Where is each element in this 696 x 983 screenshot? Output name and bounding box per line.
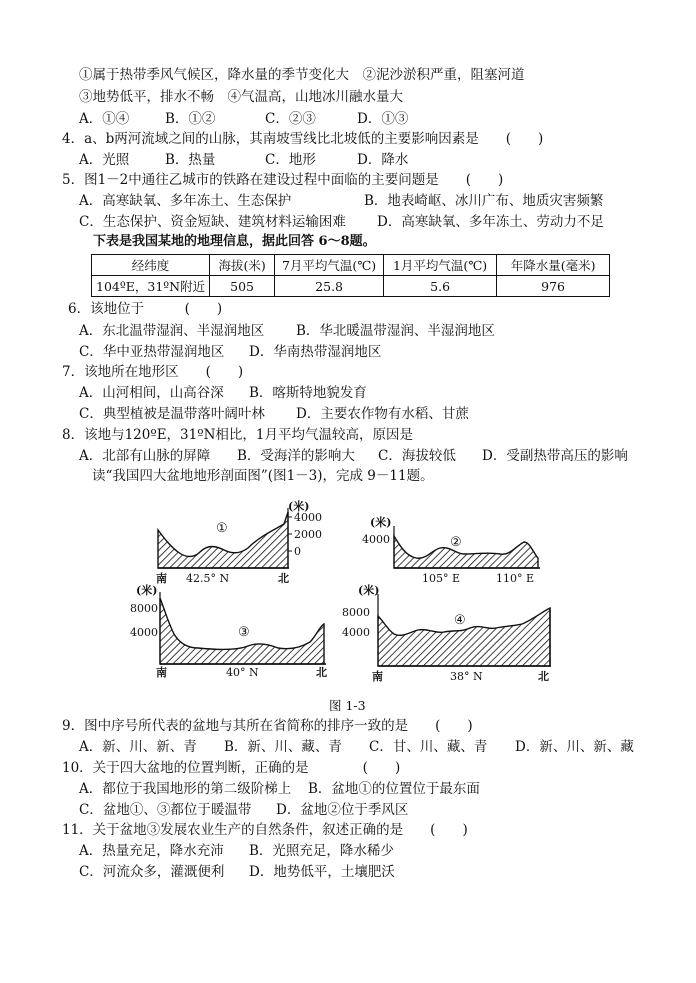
q9-option-b: B．新、川、藏、青 (224, 739, 342, 755)
profile-4-north: 北 (538, 670, 549, 683)
basin-profile-2 (360, 512, 560, 586)
q10-option-a: A．都位于我国地形的第二级阶梯上 (79, 781, 292, 797)
q10-option-d: D．盆地②位于季风区 (276, 802, 409, 818)
profile-1-unit: (米) (288, 500, 310, 513)
q11-stem: 11．关于盆地③发展农业生产的自然条件，叙述正确的是 ( ) (62, 822, 468, 838)
q8-option-a: A．北部有山脉的屏障 (79, 448, 211, 464)
profile-1-tick: 2000 (294, 528, 322, 541)
profile-1-lat: 42.5° N (186, 572, 230, 585)
profile-2-terrain (394, 536, 538, 568)
q9-option-a: A．新、川、新、青 (79, 739, 197, 755)
q3-option-d: D．①③ (357, 111, 409, 127)
q8-stem: 8．该地与120ºE，31ºN相比，1月平均气温较高，原因是 (62, 427, 413, 443)
profile-4-tick: 8000 (342, 606, 370, 619)
table-header-row (92, 255, 610, 276)
profile-1-north: 北 (278, 572, 289, 585)
q6-option-d: D．华南热带湿润地区 (249, 344, 382, 360)
basin-profile-4 (340, 586, 560, 686)
q11-option-b: B．光照充足，降水稀少 (249, 843, 394, 859)
q5-option-d: D．高寒缺氧、多年冻土、劳动力不足 (377, 214, 604, 230)
profile-4-tick: 4000 (342, 626, 370, 639)
profile-3-north: 北 (316, 666, 327, 679)
profile-2-tick: 4000 (362, 533, 390, 546)
table-header-cell: 经纬度 (92, 255, 210, 276)
table-cell: 5.6 (384, 276, 497, 297)
q5-option-b: B．地表崎岖、冰川广布、地质灾害频繁 (364, 193, 604, 209)
q4-option-c: C．地形 (265, 152, 316, 168)
q8-option-b: B．受海洋的影响大 (237, 448, 355, 464)
q4-stem: 4．a、b两河流域之间的山脉，其南坡雪线比北坡低的主要影响因素是 ( ) (62, 131, 544, 147)
profile-2-lon-left: 105° E (422, 572, 461, 585)
table-header-cell: 7月平均气温(℃) (275, 255, 384, 276)
table-row (92, 276, 610, 297)
profile-2-number: ② (450, 535, 462, 550)
q3-statement-1-2: ①属于热带季风气候区，降水量的季节变化大 ②泥沙淤积严重，阻塞河道 (79, 67, 525, 83)
table-intro: 下表是我国某地的地理信息，据此回答 6～8题。 (93, 234, 376, 249)
profile-3-unit: (米) (136, 584, 158, 597)
q10-stem: 10．关于四大盆地的位置判断，正确的是 ( ) (62, 760, 401, 776)
profile-3-south: 南 (156, 666, 167, 679)
profile-3-lat: 40° N (226, 666, 259, 679)
profile-2-lon-right: 110° E (496, 572, 535, 585)
profile-1-south: 南 (156, 572, 167, 585)
table-header-cell: 海拔(米) (210, 255, 275, 276)
q6-option-c: C．华中亚热带湿润地区 (79, 344, 225, 360)
q7-option-c: C．典型植被是温带落叶阔叶林 (79, 406, 265, 422)
table-cell: 104ºE，31ºN附近 (92, 276, 210, 297)
q9-option-c: C．甘、川、藏、青 (369, 739, 488, 755)
q8-option-c: C．海拔较低 (378, 448, 456, 464)
profile-3-tick: 8000 (130, 602, 158, 615)
geo-info-table (91, 254, 610, 297)
q3-option-a: A．①④ (79, 111, 130, 127)
profile-4-lat: 38° N (450, 670, 483, 683)
q3-option-b: B．①② (165, 111, 216, 127)
table-cell: 976 (497, 276, 610, 297)
q11-option-a: A．热量充足，降水充沛 (79, 843, 224, 859)
figure-intro: 读“我国四大盆地地形剖面图”(图1－3)，完成 9－11题。 (92, 468, 434, 484)
table-header-cell: 1月平均气温(℃) (384, 255, 497, 276)
basin-profile-1 (150, 502, 330, 588)
q11-option-c: C．河流众多，灌溉便利 (79, 864, 225, 880)
profile-1-tick: 0 (294, 545, 301, 558)
profile-1-number: ① (216, 521, 228, 536)
q10-option-b: B．盆地①的位置位于最东面 (308, 781, 480, 797)
q7-option-d: D．主要农作物有水稻、甘蔗 (296, 406, 469, 422)
q9-stem: 9．图中序号所代表的盆地与其所在省简称的排序一致的是 ( ) (62, 718, 473, 734)
table-cell: 505 (210, 276, 275, 297)
q6-option-a: A．东北温带湿润、半湿润地区 (79, 323, 265, 339)
table-cell: 25.8 (275, 276, 384, 297)
q5-option-c: C．生态保护、资金短缺、建筑材料运输困难 (79, 214, 346, 230)
profile-4-south: 南 (372, 670, 383, 683)
profile-1-tick: 4000 (294, 511, 322, 524)
profile-3-tick: 4000 (130, 626, 158, 639)
q5-stem: 5．图1－2中通往乙城市的铁路在建设过程中面临的主要问题是 ( ) (62, 172, 504, 188)
profile-4-number: ④ (454, 613, 466, 628)
basin-profile-3 (128, 584, 338, 680)
q4-option-d: D．降水 (357, 152, 409, 168)
q6-option-b: B．华北暖温带湿润、半湿润地区 (296, 323, 495, 339)
q4-option-a: A．光照 (79, 152, 130, 168)
q7-option-b: B．喀斯特地貌发育 (249, 385, 367, 401)
q10-option-c: C．盆地①、③都位于暖温带 (79, 802, 252, 818)
q4-option-b: B．热量 (165, 152, 216, 168)
profile-4-unit: (米) (358, 584, 380, 597)
q3-option-c: C．②③ (265, 111, 316, 127)
q7-stem: 7．该地所在地形区 ( ) (62, 364, 244, 380)
q5-option-a: A．高寒缺氧、多年冻土、生态保护 (79, 193, 292, 209)
q9-option-d: D．新、川、新、藏 (515, 739, 634, 755)
q7-option-a: A．山河相间，山高谷深 (79, 385, 224, 401)
q3-statement-3-4: ③地势低平，排水不畅 ④气温高，山地冰川融水量大 (79, 89, 403, 105)
table-header-cell: 年降水量(毫米) (497, 255, 610, 276)
profile-2-unit: (米) (370, 516, 392, 529)
q11-option-d: D．地势低平，土壤肥沃 (249, 864, 395, 880)
q6-stem: 6．该地位于 ( ) (68, 301, 223, 317)
figure-caption: 图 1-3 (329, 698, 366, 713)
profile-3-number: ③ (238, 625, 250, 640)
q8-option-d: D．受副热带高压的影响 (482, 448, 628, 464)
